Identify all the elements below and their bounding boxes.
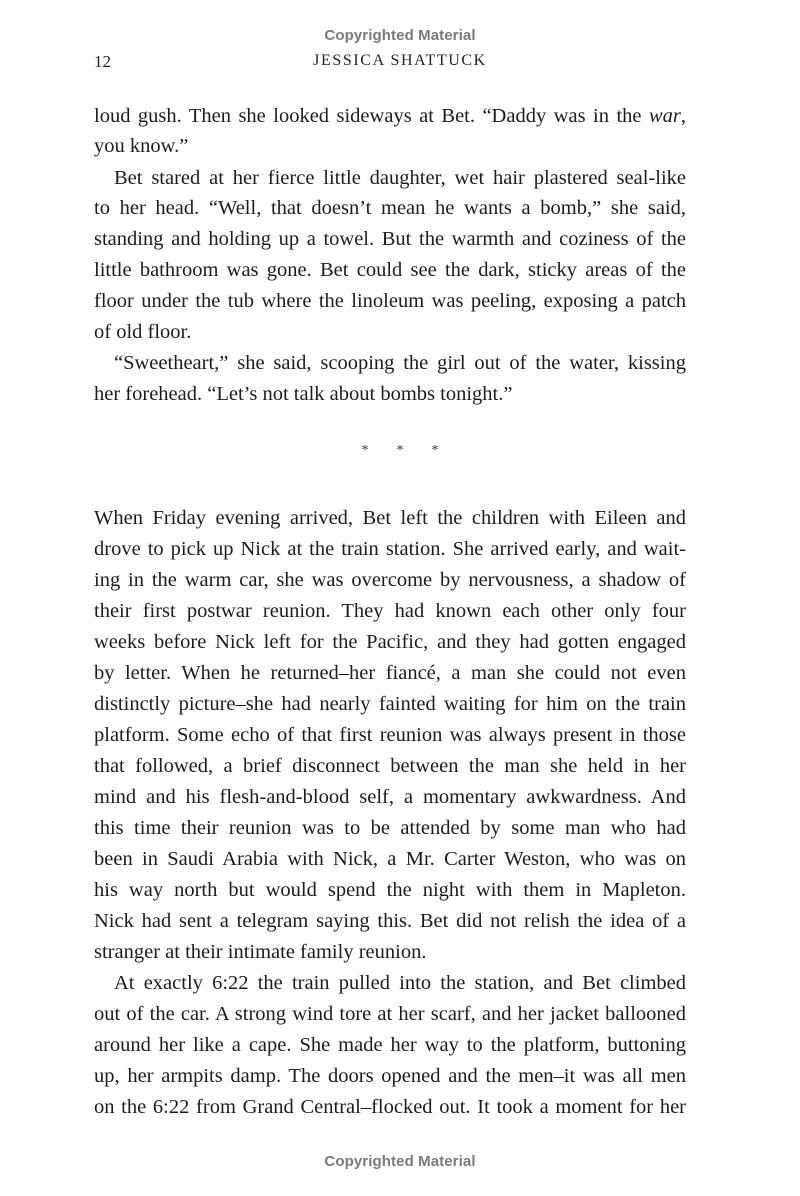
text-line bbox=[94, 379, 686, 409]
text-line-content: her forehead. “Let’s not talk about bombs tonight.” bbox=[94, 383, 513, 405]
text-line bbox=[94, 596, 686, 626]
text-line-content: stranger at their intimate family reunion. bbox=[94, 941, 427, 963]
text-line bbox=[94, 101, 686, 131]
text-line bbox=[94, 163, 686, 193]
text-line-content: of old floor. bbox=[94, 321, 192, 343]
text-line-content: on the 6:22 from Grand Central–flocked out. It took a moment for her bbox=[94, 1096, 686, 1118]
running-head bbox=[0, 52, 800, 76]
text-line-content: loud gush. Then she looked sideways at Bet. “Daddy was in the bbox=[94, 105, 649, 127]
text-line-content: you know.” bbox=[94, 135, 189, 157]
text-line-content: weeks before Nick left for the Pacific, and they had gotten engaged bbox=[94, 631, 686, 653]
text-line-content: floor under the tub where the linoleum was peeling, exposing a patch bbox=[94, 290, 686, 312]
text-line-content: Nick had sent a telegram saying this. Bet did not relish the idea of a bbox=[94, 910, 686, 932]
text-line-content: out of the car. A strong wind tore at her scarf, and her jacket ballooned bbox=[94, 1003, 686, 1025]
text-line bbox=[94, 782, 686, 812]
text-line bbox=[94, 1092, 686, 1122]
text-line-content: drove to pick up Nick at the train station. She arrived early, and wait- bbox=[94, 538, 686, 560]
text-line bbox=[94, 503, 686, 533]
scene-break bbox=[0, 443, 800, 459]
text-line-content: that followed, a brief disconnect between the man she held in her bbox=[94, 755, 686, 777]
text-line bbox=[94, 844, 686, 874]
text-line bbox=[94, 751, 686, 781]
text-line-content: standing and holding up a towel. But the warmth and coziness of the bbox=[94, 228, 686, 250]
emphasis-text: war bbox=[648, 105, 681, 127]
text-line bbox=[94, 193, 686, 223]
text-line bbox=[94, 968, 686, 998]
text-line bbox=[94, 813, 686, 843]
text-line-content: ing in the warm car, she was overcome by nervousness, a shadow of bbox=[94, 569, 686, 591]
text-line-content: around her like a cape. She made her way to the platform, buttoning bbox=[94, 1034, 686, 1056]
text-line-suffix: , bbox=[680, 105, 686, 127]
text-line bbox=[94, 906, 686, 936]
text-line-content: “Sweetheart,” she said, scooping the girl out of the water, kissing bbox=[114, 352, 686, 374]
asterisk-ornament: * bbox=[361, 443, 369, 458]
text-line bbox=[94, 627, 686, 657]
text-line-content: At exactly 6:22 the train pulled into the station, and Bet climbed bbox=[114, 972, 686, 994]
text-line-content: mind and his flesh-and-blood self, a momentary awkwardness. And bbox=[94, 786, 686, 808]
text-line-content: this time their reunion was to be attended by some man who had bbox=[94, 817, 686, 839]
text-line bbox=[94, 720, 686, 750]
text-line bbox=[94, 565, 686, 595]
text-line-content: When Friday evening arrived, Bet left the children with Eileen and bbox=[94, 507, 686, 529]
text-line bbox=[94, 224, 686, 254]
text-line bbox=[94, 286, 686, 316]
text-line bbox=[94, 534, 686, 564]
text-line-content: platform. Some echo of that first reunion was always present in those bbox=[94, 724, 686, 746]
text-line-content: their first postwar reunion. They had known each other only four bbox=[94, 600, 686, 622]
page-number: 12 bbox=[94, 52, 111, 71]
text-line bbox=[94, 348, 686, 378]
text-line-content: his way north but would spend the night with them in Mapleton. bbox=[94, 879, 686, 901]
copyright-watermark-top: Copyrighted Material bbox=[324, 27, 476, 44]
text-line-content: by letter. When he returned–her fiancé, a man she could not even bbox=[94, 662, 686, 684]
author-name: JESSICA SHATTUCK bbox=[313, 52, 487, 69]
text-line bbox=[94, 255, 686, 285]
text-line bbox=[94, 658, 686, 688]
text-line-content: distinctly picture–she had nearly fainted waiting for him on the train bbox=[94, 693, 686, 715]
text-line bbox=[94, 1030, 686, 1060]
asterisk-ornament: * bbox=[396, 443, 404, 458]
text-line bbox=[94, 317, 686, 347]
text-line bbox=[94, 937, 686, 967]
text-line bbox=[94, 1061, 686, 1091]
text-line bbox=[94, 999, 686, 1029]
text-line bbox=[94, 689, 686, 719]
text-line bbox=[94, 131, 686, 161]
asterisk-ornament: * bbox=[431, 443, 439, 458]
text-line-content: up, her armpits damp. The doors opened and the men–it was all men bbox=[94, 1065, 686, 1087]
text-line bbox=[94, 875, 686, 905]
text-line-content: been in Saudi Arabia with Nick, a Mr. Carter Weston, who was on bbox=[94, 848, 686, 870]
text-line-content: Bet stared at her fierce little daughter, wet hair plastered seal-like bbox=[114, 167, 686, 189]
text-line-content: little bathroom was gone. Bet could see the dark, sticky areas of the bbox=[94, 259, 686, 281]
copyright-watermark-bottom: Copyrighted Material bbox=[324, 1153, 476, 1170]
text-line-content: to her head. “Well, that doesn’t mean he wants a bomb,” she said, bbox=[94, 197, 686, 219]
